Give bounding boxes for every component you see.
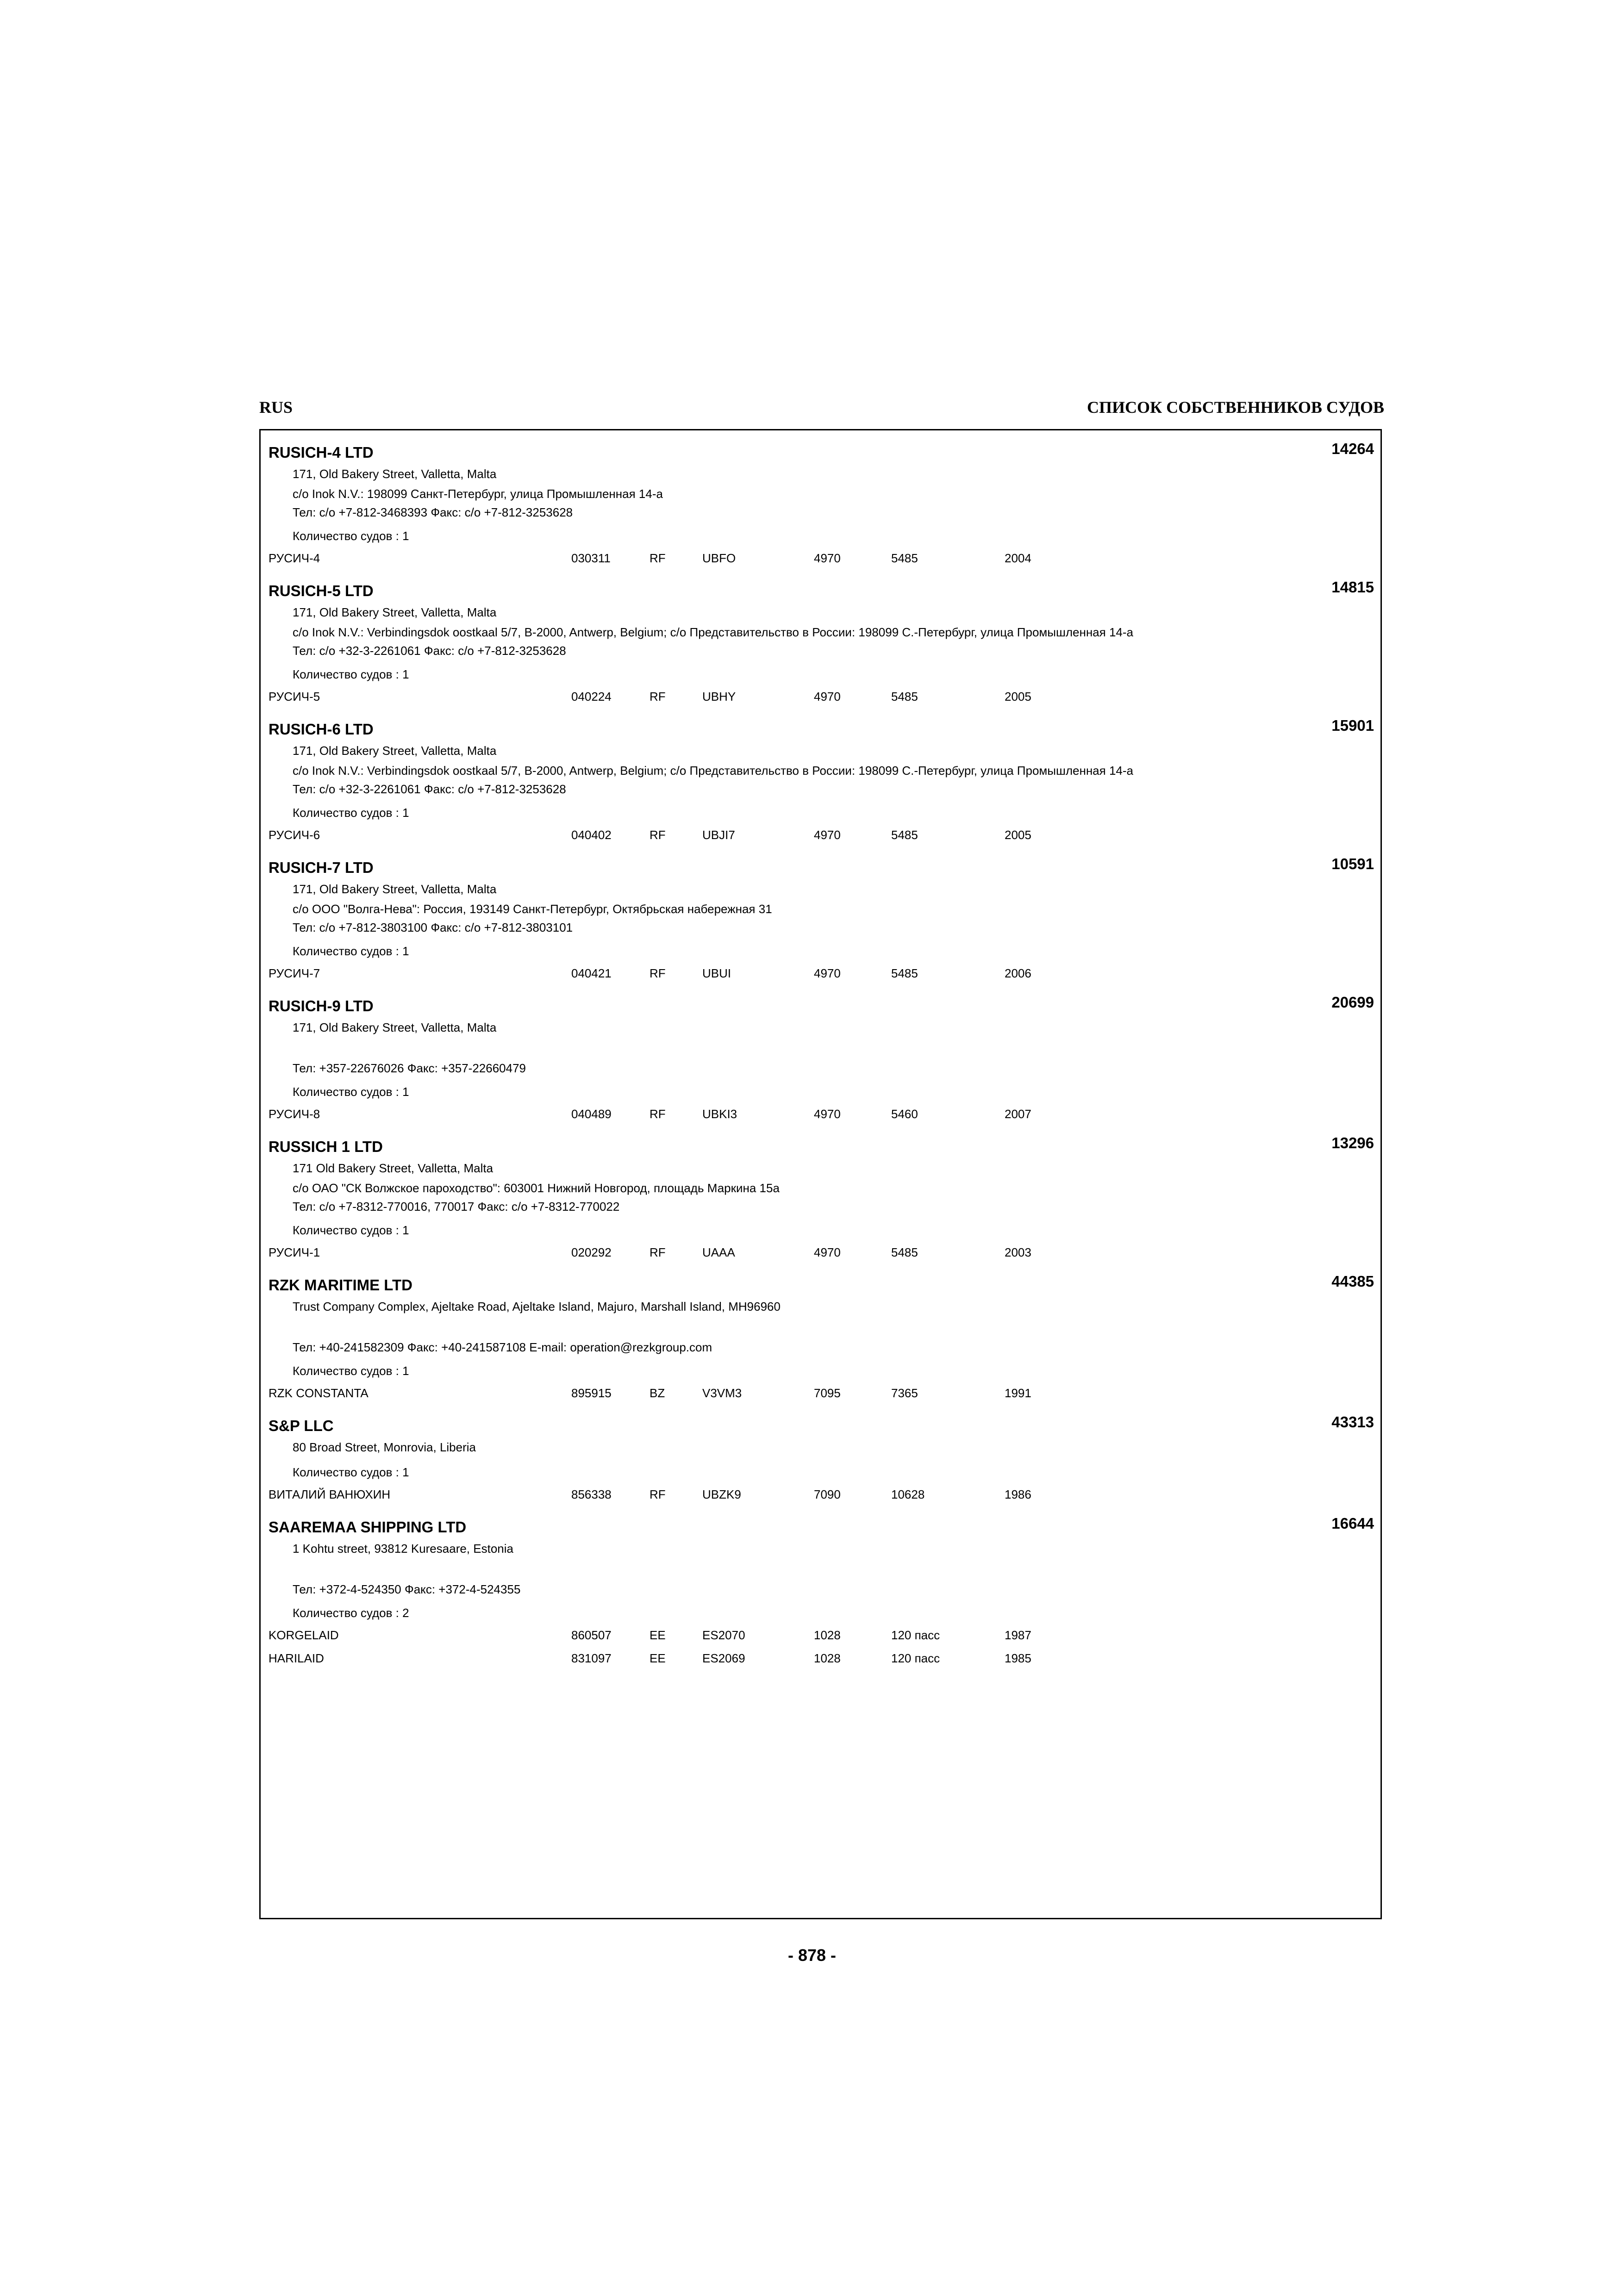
- vessel-flag: RF: [650, 690, 666, 703]
- owner-id: 10591: [1331, 855, 1374, 872]
- vessel-row: [269, 1647, 1374, 1670]
- vessel-callsign: UBHY: [702, 690, 736, 703]
- owner-id: 13296: [1331, 1134, 1374, 1151]
- vessel-gross-tonnage: 7095: [814, 1386, 841, 1400]
- owner-id: 14264: [1331, 440, 1374, 457]
- vessel-gross-tonnage: 4970: [814, 966, 841, 980]
- listing-frame: [259, 429, 1382, 1919]
- owner-id: 16644: [1331, 1515, 1374, 1532]
- vessel-deadweight: 5460: [891, 1107, 918, 1121]
- vessel-callsign: V3VM3: [702, 1386, 742, 1400]
- owner-address-line: 171, Old Bakery Street, Valletta, Malta: [293, 605, 497, 619]
- owner-address-line: Тел: +357-22676026 Факс: +357-22660479: [293, 1061, 526, 1075]
- owner-address-line: c/o Inok N.V.: Verbindingsdok oostkaal 5/7, B-2000, Antwerp, Belgium; c/o Представительство в России: 198099 С.-Петербург, улица Промышленная 14-а: [293, 764, 1133, 778]
- vessel-number: 860507: [571, 1628, 612, 1642]
- vessel-callsign: UBUI: [702, 966, 731, 980]
- vessel-name: ВИТАЛИЙ ВАНЮХИН: [269, 1487, 391, 1501]
- vessel-row: [269, 1483, 1374, 1506]
- fleet-count: Количество судов : 2: [293, 1606, 409, 1620]
- vessel-flag: RF: [650, 1107, 666, 1121]
- vessel-name: РУСИЧ-7: [269, 966, 320, 980]
- vessel-deadweight: 5485: [891, 690, 918, 703]
- vessel-row: [269, 1102, 1374, 1126]
- owner-id: 15901: [1331, 717, 1374, 734]
- vessel-row: [269, 1624, 1374, 1647]
- vessel-deadweight: 5485: [891, 551, 918, 565]
- owner-address-line: c/o ОАО "СК Волжское пароходство": 603001 Нижний Новгород, площадь Маркина 15а: [293, 1181, 780, 1195]
- owner-entry: [269, 1136, 1374, 1264]
- vessel-row: [269, 547, 1374, 570]
- fleet-count: Количество судов : 1: [293, 1364, 409, 1378]
- vessel-name: HARILAID: [269, 1651, 324, 1665]
- vessel-flag: RF: [650, 1487, 666, 1501]
- owner-entry: [269, 857, 1374, 985]
- owner-address-line: c/o ООО "Волга-Нева": Россия, 193149 Санкт-Петербург, Октябрьская набережная 31: [293, 902, 772, 916]
- owner-name: S&P LLC: [269, 1417, 334, 1434]
- vessel-number: 040421: [571, 966, 612, 980]
- vessel-callsign: UAAA: [702, 1245, 735, 1259]
- owner-entries: [269, 442, 1374, 1680]
- vessel-gross-tonnage: 1028: [814, 1651, 841, 1665]
- vessel-number: 831097: [571, 1651, 612, 1665]
- vessel-flag: RF: [650, 551, 666, 565]
- vessel-build-year: 2005: [1005, 690, 1031, 703]
- vessel-gross-tonnage: 1028: [814, 1628, 841, 1642]
- owner-heading: [269, 442, 1374, 464]
- owner-heading: [269, 1516, 1374, 1538]
- vessel-name: KORGELAID: [269, 1628, 339, 1642]
- owner-name: RUSICH-4 LTD: [269, 444, 374, 461]
- vessel-build-year: 2006: [1005, 966, 1031, 980]
- owner-heading: [269, 995, 1374, 1017]
- vessel-name: RZK CONSTANTA: [269, 1386, 369, 1400]
- vessel-row: [269, 685, 1374, 708]
- address-spacer: [269, 1038, 1374, 1059]
- owner-id: 44385: [1331, 1273, 1374, 1290]
- owner-id: 43313: [1331, 1413, 1374, 1431]
- owner-heading: [269, 1274, 1374, 1296]
- vessel-flag: RF: [650, 828, 666, 842]
- vessel-build-year: 1987: [1005, 1628, 1031, 1642]
- vessel-flag: BZ: [650, 1386, 665, 1400]
- owner-address-line: Тел: c/o +7-812-3468393 Факс: c/o +7-812-3253628: [293, 505, 573, 519]
- vessel-build-year: 1985: [1005, 1651, 1031, 1665]
- owner-entry: [269, 1274, 1374, 1405]
- fleet-count: Количество судов : 1: [293, 1465, 409, 1479]
- owner-entry: [269, 442, 1374, 570]
- vessel-number: 040224: [571, 690, 612, 703]
- vessel-gross-tonnage: 4970: [814, 551, 841, 565]
- owner-address-line: Trust Company Complex, Ajeltake Road, Ajeltake Island, Majuro, Marshall Island, MH96960: [293, 1300, 781, 1313]
- owner-address-line: 171, Old Bakery Street, Valletta, Malta: [293, 467, 497, 481]
- owner-heading: [269, 718, 1374, 740]
- owner-address-line: 171 Old Bakery Street, Valletta, Malta: [293, 1161, 493, 1175]
- fleet-count: Количество судов : 1: [293, 806, 409, 820]
- owner-entry: [269, 580, 1374, 708]
- vessel-number: 040489: [571, 1107, 612, 1121]
- fleet-count: Количество судов : 1: [293, 667, 409, 681]
- header-section-title: СПИСОК СОБСТВЕННИКОВ СУДОВ: [1087, 398, 1384, 417]
- owner-address-line: 171, Old Bakery Street, Valletta, Malta: [293, 1020, 497, 1034]
- owner-heading: [269, 857, 1374, 879]
- vessel-deadweight: 120 пасс: [891, 1651, 940, 1665]
- vessel-row: [269, 1241, 1374, 1264]
- vessel-flag: EE: [650, 1628, 666, 1642]
- vessel-flag: EE: [650, 1651, 666, 1665]
- address-spacer: [269, 1559, 1374, 1580]
- owner-address-line: 171, Old Bakery Street, Valletta, Malta: [293, 882, 497, 896]
- owner-address-line: 171, Old Bakery Street, Valletta, Malta: [293, 744, 497, 758]
- vessel-flag: RF: [650, 966, 666, 980]
- owner-name: RUSICH-5 LTD: [269, 582, 374, 599]
- vessel-gross-tonnage: 4970: [814, 1107, 841, 1121]
- vessel-flag: RF: [650, 1245, 666, 1259]
- vessel-name: РУСИЧ-1: [269, 1245, 320, 1259]
- header-country-code: RUS: [259, 398, 293, 417]
- vessel-build-year: 1986: [1005, 1487, 1031, 1501]
- vessel-gross-tonnage: 4970: [814, 690, 841, 703]
- vessel-build-year: 2007: [1005, 1107, 1031, 1121]
- vessel-callsign: UBFO: [702, 551, 736, 565]
- owner-heading: [269, 1136, 1374, 1158]
- owner-heading: [269, 580, 1374, 602]
- fleet-count: Количество судов : 1: [293, 944, 409, 958]
- vessel-deadweight: 5485: [891, 966, 918, 980]
- owner-entry: [269, 1516, 1374, 1670]
- vessel-build-year: 2005: [1005, 828, 1031, 842]
- owner-address-line: Тел: c/o +32-3-2261061 Факс: c/o +7-812-3253628: [293, 644, 566, 658]
- owner-address-line: Тел: c/o +7-812-3803100 Факс: c/o +7-812-3803101: [293, 921, 573, 934]
- vessel-row: [269, 962, 1374, 985]
- page-number: - 878 -: [787, 1946, 837, 1965]
- owner-name: RUSICH-6 LTD: [269, 721, 374, 738]
- vessel-callsign: UBJI7: [702, 828, 735, 842]
- vessel-deadweight: 120 пасс: [891, 1628, 940, 1642]
- owner-name: RZK MARITIME LTD: [269, 1276, 413, 1294]
- address-spacer: [269, 1317, 1374, 1338]
- vessel-deadweight: 10628: [891, 1487, 925, 1501]
- fleet-count: Количество судов : 1: [293, 529, 409, 543]
- vessel-callsign: ES2070: [702, 1628, 745, 1642]
- vessel-row: [269, 1381, 1374, 1405]
- owner-name: RUSICH-7 LTD: [269, 859, 374, 876]
- owner-address-line: 1 Kohtu street, 93812 Kuresaare, Estonia: [293, 1542, 513, 1556]
- owner-address-line: 80 Broad Street, Monrovia, Liberia: [293, 1440, 476, 1454]
- vessel-gross-tonnage: 7090: [814, 1487, 841, 1501]
- vessel-deadweight: 5485: [891, 1245, 918, 1259]
- owner-id: 14815: [1331, 579, 1374, 596]
- vessel-callsign: UBZK9: [702, 1487, 741, 1501]
- vessel-name: РУСИЧ-4: [269, 551, 320, 565]
- owner-address-line: c/o Inok N.V.: Verbindingsdok oostkaal 5/7, B-2000, Antwerp, Belgium; c/o Представительство в России: 198099 С.-Петербург, улица Промышленная 14-а: [293, 625, 1133, 639]
- fleet-count: Количество судов : 1: [293, 1085, 409, 1099]
- owner-address-line: Тел: c/o +32-3-2261061 Факс: c/o +7-812-3253628: [293, 782, 566, 796]
- vessel-gross-tonnage: 4970: [814, 1245, 841, 1259]
- owner-name: SAAREMAA SHIPPING LTD: [269, 1518, 467, 1536]
- vessel-number: 856338: [571, 1487, 612, 1501]
- vessel-name: РУСИЧ-8: [269, 1107, 320, 1121]
- vessel-callsign: UBKI3: [702, 1107, 737, 1121]
- owner-entry: [269, 995, 1374, 1126]
- vessel-row: [269, 823, 1374, 846]
- owner-name: RUSSICH 1 LTD: [269, 1138, 383, 1155]
- owner-name: RUSICH-9 LTD: [269, 997, 374, 1014]
- vessel-name: РУСИЧ-5: [269, 690, 320, 703]
- vessel-number: 040402: [571, 828, 612, 842]
- owner-address-line: Тел: c/o +7-8312-770016, 770017 Факс: c/o +7-8312-770022: [293, 1200, 620, 1213]
- vessel-build-year: 2003: [1005, 1245, 1031, 1259]
- owner-entry: [269, 1415, 1374, 1506]
- vessel-callsign: ES2069: [702, 1651, 745, 1665]
- vessel-build-year: 2004: [1005, 551, 1031, 565]
- vessel-number: 030311: [571, 551, 611, 565]
- owner-address-line: c/o Inok N.V.: 198099 Санкт-Петербург, улица Промышленная 14-а: [293, 487, 663, 501]
- vessel-name: РУСИЧ-6: [269, 828, 320, 842]
- owner-heading: [269, 1415, 1374, 1437]
- owner-address-line: Тел: +372-4-524350 Факс: +372-4-524355: [293, 1582, 521, 1596]
- fleet-count: Количество судов : 1: [293, 1223, 409, 1237]
- vessel-deadweight: 7365: [891, 1386, 918, 1400]
- owner-id: 20699: [1331, 994, 1374, 1011]
- vessel-gross-tonnage: 4970: [814, 828, 841, 842]
- vessel-number: 895915: [571, 1386, 612, 1400]
- owner-address-line: Тел: +40-241582309 Факс: +40-241587108 E-mail: operation@rezkgroup.com: [293, 1340, 712, 1354]
- vessel-build-year: 1991: [1005, 1386, 1031, 1400]
- owner-entry: [269, 718, 1374, 846]
- vessel-number: 020292: [571, 1245, 612, 1259]
- running-head: [259, 396, 1384, 419]
- vessel-deadweight: 5485: [891, 828, 918, 842]
